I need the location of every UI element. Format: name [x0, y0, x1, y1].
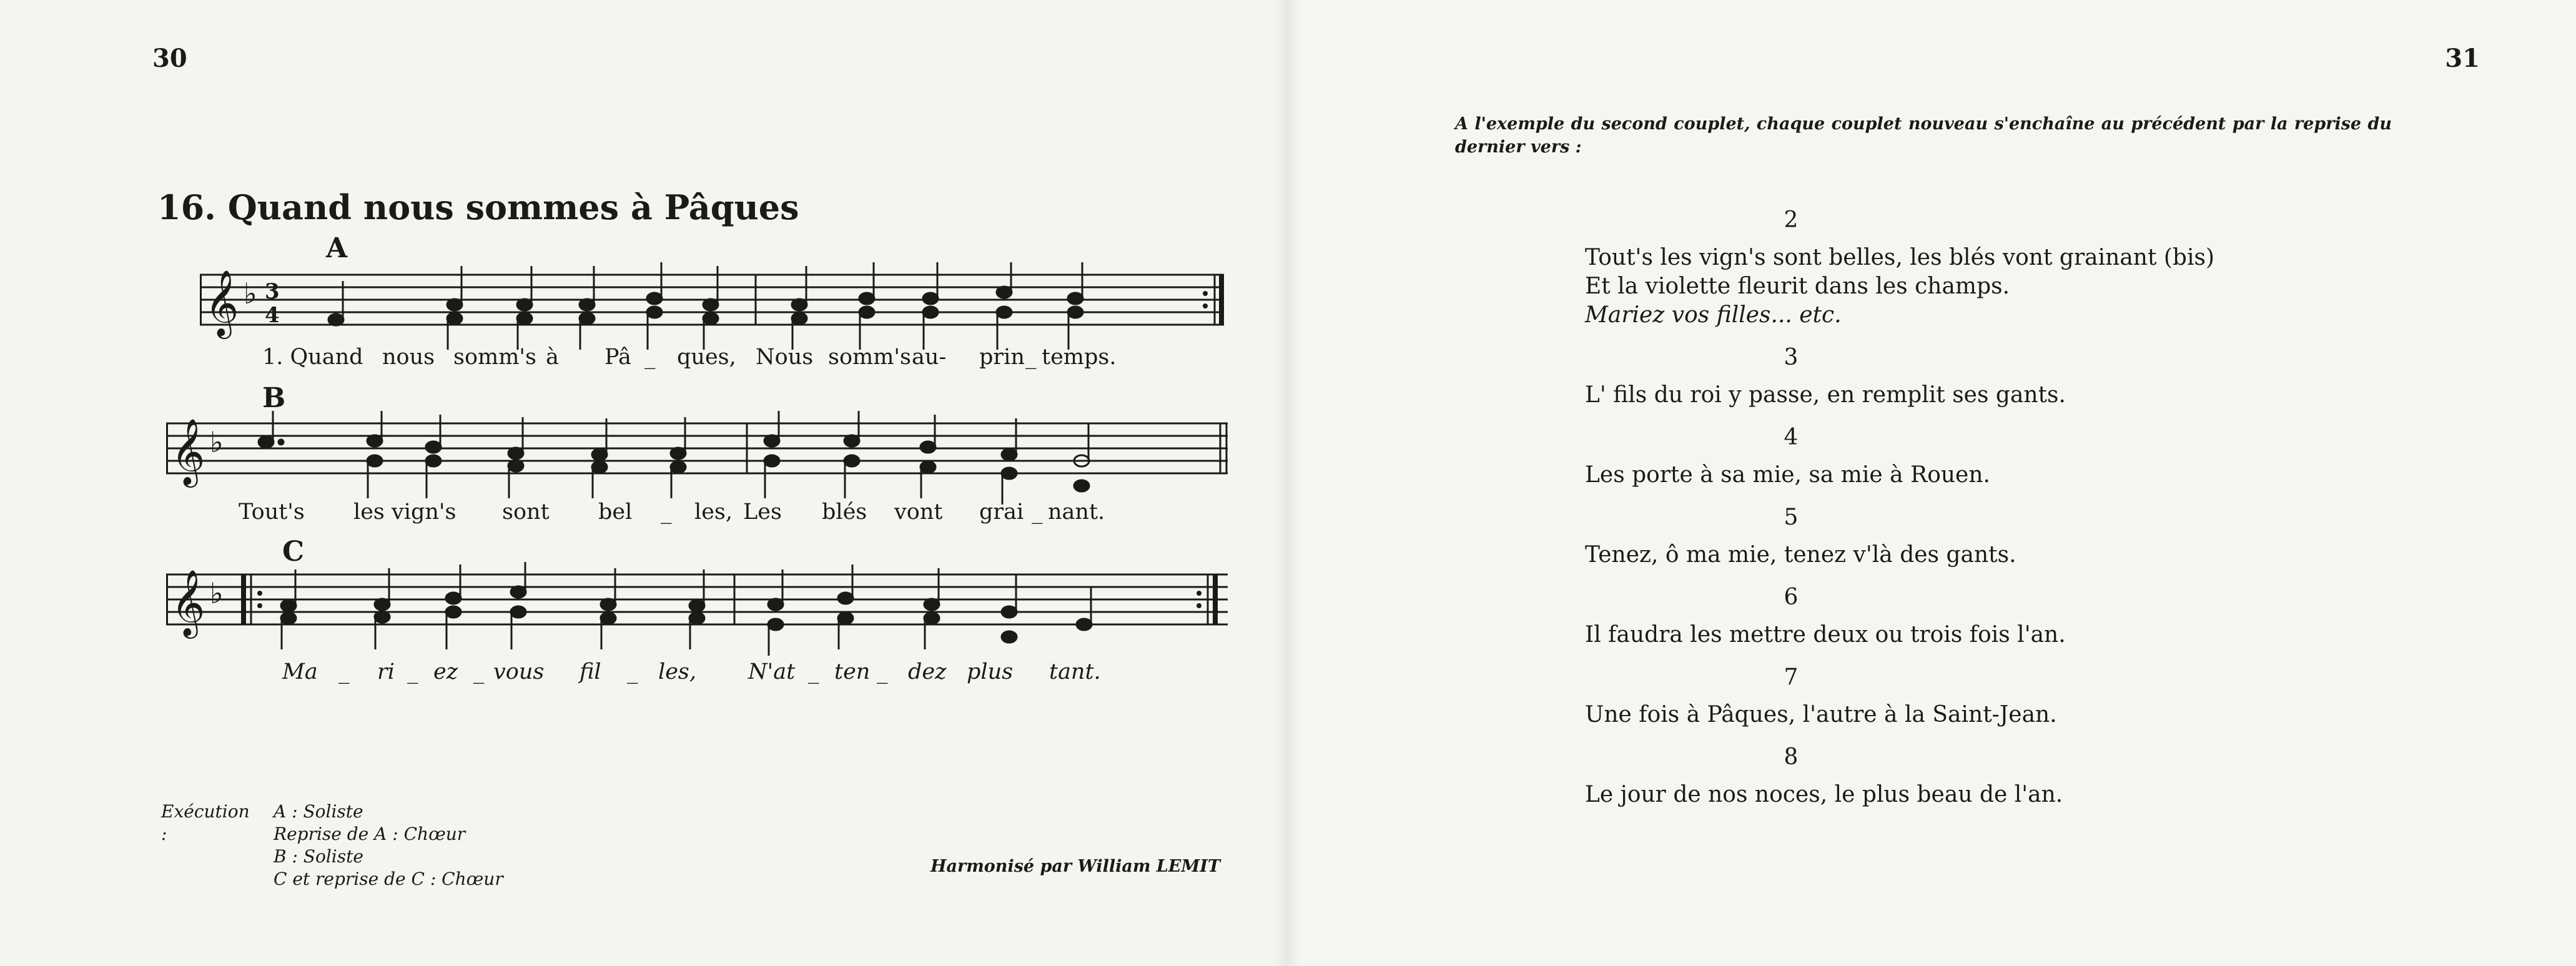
verse-number: 4: [1784, 425, 1799, 450]
lyric-syllable: Les: [743, 500, 782, 525]
lyric-syllable: grai: [979, 500, 1024, 525]
lyric-syllable: au-: [912, 345, 947, 370]
execution-label: Exécution :: [161, 801, 250, 844]
verse-number: 8: [1784, 744, 1799, 770]
lyric-syllable: temps.: [1042, 345, 1117, 370]
execution-item: C et reprise de C : Chœur: [274, 869, 503, 889]
verses-list: [1585, 206, 2214, 823]
harmonization-credit: Harmonisé par William LEMIT: [930, 857, 1220, 876]
section-label-b: B: [262, 382, 286, 414]
song-title: 16. Quand nous sommes à Pâques: [157, 187, 799, 227]
lyric-syllable: blés: [822, 500, 867, 525]
execution-item: B : Soliste: [274, 846, 363, 867]
verse-line: Il faudra les mettre deux ou trois fois l'an.: [1585, 622, 2066, 648]
lyric-syllable: nous: [382, 345, 435, 370]
verse-line: Mariez vos filles... etc.: [1585, 302, 1842, 328]
verse-number: 2: [1784, 207, 1799, 233]
verse: [1585, 206, 2214, 330]
svg-text:♭: ♭: [210, 425, 224, 459]
verse-number: 7: [1784, 664, 1799, 690]
lyric-syllable: plus: [967, 659, 1014, 684]
music-staff-a: [200, 262, 1236, 356]
lyric-syllable: les vign's: [353, 500, 456, 525]
verse-number: 3: [1784, 345, 1799, 370]
lyric-syllable: tant.: [1049, 659, 1101, 684]
lyric-syllable: _: [644, 345, 656, 370]
verse: [1585, 663, 2209, 729]
section-label-c: C: [282, 536, 305, 568]
verse-line: Tenez, ô ma mie, tenez v'là des gants.: [1585, 542, 2016, 568]
music-staff-b: [166, 411, 1240, 511]
svg-text:3: 3: [265, 279, 280, 304]
verse-line: Une fois à Pâques, l'autre à la Saint-Jean.: [1585, 702, 2057, 727]
lyric-syllable: les,: [658, 659, 696, 684]
verse-number: 6: [1784, 584, 1799, 610]
svg-text:♭: ♭: [244, 277, 257, 310]
verse: [1585, 423, 2209, 490]
verse-line: Le jour de nos noces, le plus beau de l'an.: [1585, 782, 2063, 807]
book-gutter: [1274, 0, 1301, 966]
lyric-syllable: N'at: [748, 659, 796, 684]
lyric-syllable: ez: [433, 659, 458, 684]
lyric-syllable: les,: [694, 500, 733, 525]
svg-text:4: 4: [265, 303, 280, 328]
section-label-a: A: [326, 232, 348, 264]
lyric-syllable: ten: [834, 659, 871, 684]
intro-note: A l'exemple du second couplet, chaque couplet nouveau s'enchaîne au précédent par la reprise du dernier vers :: [1455, 114, 2392, 157]
execution-item: A : Soliste: [274, 801, 363, 822]
verse-line: Tout's les vign's sont belles, les blés vont grainant (bis): [1585, 245, 2214, 270]
lyric-syllable: _: [473, 659, 485, 684]
lyric-syllable: vous: [493, 659, 545, 684]
lyric-syllable: bel: [598, 500, 633, 525]
lyric-syllable: _: [407, 659, 418, 684]
lyric-syllable: _: [627, 659, 638, 684]
lyric-syllable: dez: [908, 659, 947, 684]
svg-text:𝄞: 𝄞: [171, 418, 205, 485]
verse: [1585, 503, 2209, 569]
lyric-syllable: ques,: [677, 345, 736, 370]
music-staff-c: [166, 562, 1240, 662]
lyric-syllable: à: [546, 345, 559, 370]
page-number-right: 31: [2445, 44, 2480, 73]
lyric-syllable: _: [661, 500, 672, 525]
verse: [1585, 583, 2209, 649]
verse-line: Les porte à sa mie, sa mie à Rouen.: [1585, 462, 1990, 488]
lyric-syllable: nant.: [1048, 500, 1105, 525]
lyric-syllable: _: [1032, 500, 1043, 525]
verse-number: 5: [1784, 505, 1799, 530]
lyric-syllable: ri: [377, 659, 395, 684]
lyric-syllable: _: [1025, 345, 1037, 370]
lyric-syllable: sont: [502, 500, 550, 525]
lyric-syllable: fil: [580, 659, 601, 684]
lyric-syllable: prin: [979, 345, 1025, 370]
svg-text:♭: ♭: [210, 576, 224, 610]
verse-line: Et la violette fleurit dans les champs.: [1585, 274, 2010, 299]
page-number-left: 30: [152, 44, 187, 73]
verse: [1585, 743, 2209, 809]
lyric-syllable: Pâ: [605, 345, 631, 370]
lyric-syllable: somm's: [828, 345, 911, 370]
lyric-syllable: _: [338, 659, 350, 684]
execution-item: Reprise de A : Chœur: [274, 824, 466, 844]
verse: [1585, 343, 2209, 410]
lyric-syllable: Nous: [756, 345, 814, 370]
lyric-syllable: vont: [894, 500, 943, 525]
verse-line: L' fils du roi y passe, en remplit ses gants.: [1585, 382, 2066, 408]
lyric-syllable: _: [808, 659, 819, 684]
lyric-syllable: 1. Quand: [262, 345, 363, 370]
lyric-syllable: Ma: [282, 659, 318, 684]
lyric-syllable: somm's: [453, 345, 536, 370]
svg-text:𝄞: 𝄞: [171, 569, 205, 636]
lyric-syllable: _: [877, 659, 888, 684]
lyric-syllable: Tout's: [239, 500, 305, 525]
svg-text:𝄞: 𝄞: [205, 269, 239, 336]
